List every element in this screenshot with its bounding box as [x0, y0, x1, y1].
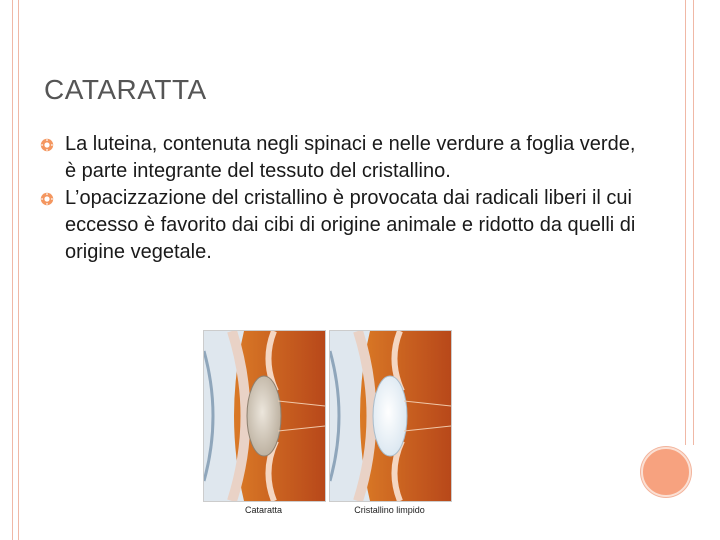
bullet-text: La luteina, contenuta negli spinaci e nelle verdure a foglia verde, è parte integrante del tessuto del cristallino. — [65, 133, 636, 182]
bullet-text: L’opacizzazione del cristallino è provocata dai radicali liberi il cui eccesso è favorito dai cibi di origine animale e ridotto da quelli di origine vegetale. — [65, 187, 636, 263]
gear-bullet-icon — [40, 138, 54, 152]
eye-figure — [203, 328, 453, 518]
bullet-list — [40, 131, 650, 266]
slide-title: CATARATTA — [44, 74, 207, 105]
decorative-circle — [641, 447, 691, 497]
bullet-item — [40, 131, 650, 185]
decorative-frame-left — [12, 0, 19, 540]
caption-clear-lens: Cristallino limpido — [354, 505, 425, 515]
bullet-item — [40, 185, 650, 266]
decorative-frame-right — [685, 0, 694, 445]
eye-clear-lens-illustration — [329, 330, 452, 502]
gear-bullet-icon — [40, 192, 54, 206]
eye-cataract-illustration — [203, 330, 326, 502]
caption-cataract: Cataratta — [244, 505, 283, 515]
